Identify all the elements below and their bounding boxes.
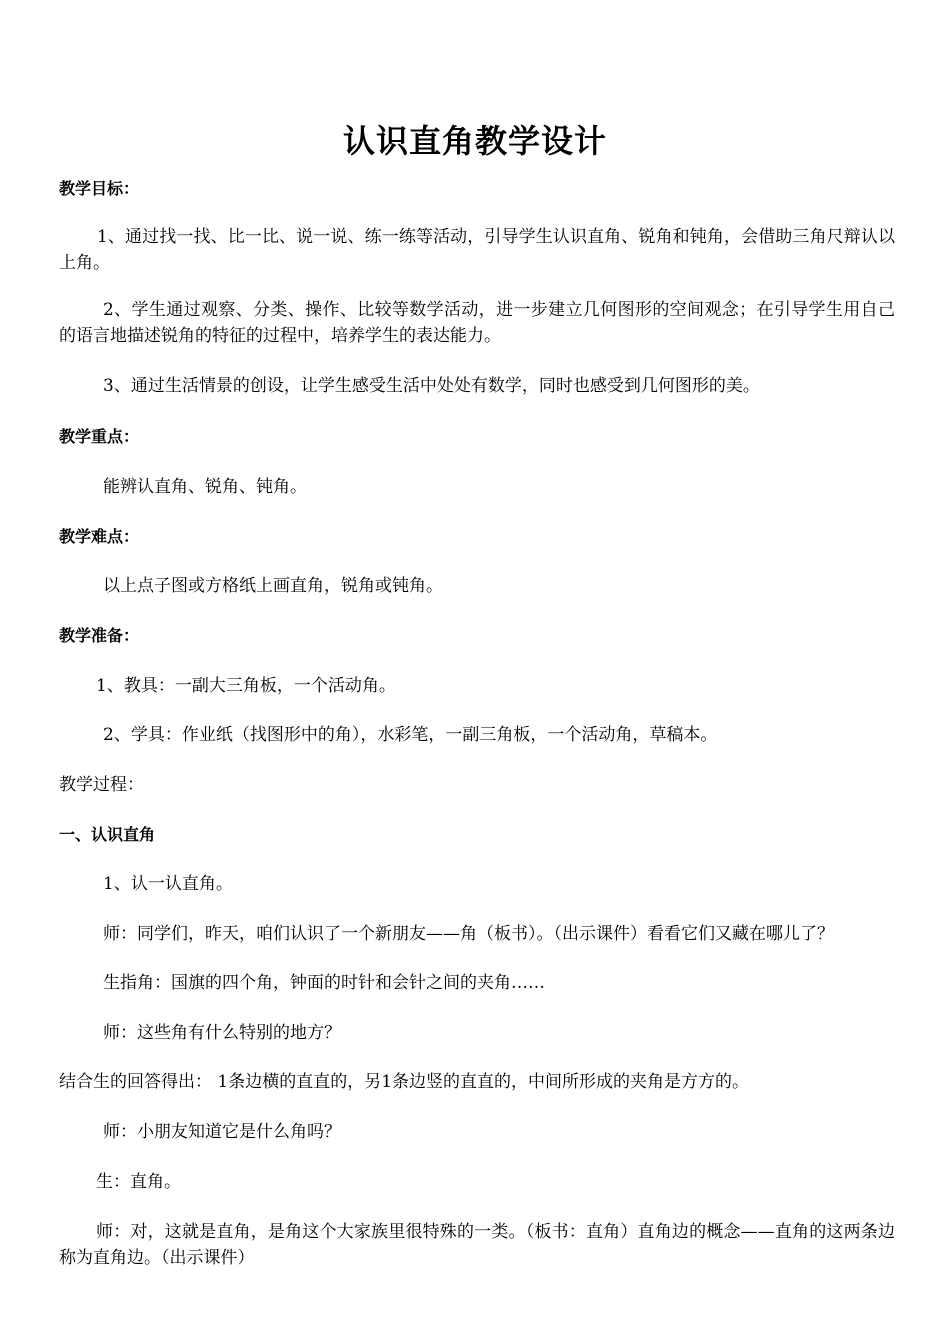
process-line-6: 师：小朋友知道它是什么角吗？ bbox=[103, 1122, 341, 1142]
section-title: 一、认识直角 bbox=[59, 825, 156, 844]
process-line-4: 师：这些角有什么特别的地方？ bbox=[103, 1023, 341, 1043]
process-line-2: 师：同学们，昨天，咱们认识了一个新朋友——角（板书）。（出示课件）看看它们又藏在哪儿了？ bbox=[103, 924, 834, 944]
objective-item-3: 3、通过生活情景的创设，让学生感受生活中处处有数学，同时也感受到几何图形的美。 bbox=[103, 376, 760, 396]
key-point-text: 能辨认直角、锐角、钝角。 bbox=[103, 477, 307, 497]
difficulty-text: 以上点子图或方格纸上画直角，锐角或钝角。 bbox=[103, 576, 443, 596]
preparation-item-2: 2、学具：作业纸（找图形中的角），水彩笔，一副三角板，一个活动角，草稿本。 bbox=[103, 725, 718, 745]
document-title: 认识直角教学设计 bbox=[342, 122, 607, 160]
process-line-7: 生：直角。 bbox=[96, 1172, 181, 1192]
process-line-1: 1、认一认直角。 bbox=[103, 874, 233, 894]
objective-item-2: 2、学生通过观察、分类、操作、比较等数学活动，进一步建立几何图形的空间观念；在引导学生用自己的语言地描述锐角的特征的过程中，培养学生的表达能力。 bbox=[59, 300, 895, 346]
objectives-heading: 教学目标： bbox=[59, 179, 140, 198]
preparation-item-1: 1、教具：一副大三角板，一个活动角。 bbox=[96, 676, 396, 696]
objective-item-1: 1、通过找一找、比一比、说一说、练一练等活动，引导学生认识直角、锐角和钝角，会借助三角尺辩认以上角。 bbox=[59, 227, 895, 273]
preparation-heading: 教学准备： bbox=[59, 626, 140, 645]
process-line-5: 结合生的回答得出： 1条边横的直直的，另1条边竖的直直的，中间所形成的夹角是方方的。 bbox=[59, 1072, 750, 1092]
process-line-3: 生指角：国旗的四个角，钟面的时针和会针之间的夹角…… bbox=[103, 973, 545, 993]
process-line-8: 师：对，这就是直角，是角这个大家族里很特殊的一类。（板书：直角）直角边的概念——直角的这两条边称为直角边。（出示课件） bbox=[59, 1222, 895, 1268]
key-point-heading: 教学重点： bbox=[59, 427, 140, 446]
process-heading: 教学过程： bbox=[59, 775, 144, 795]
difficulty-heading: 教学难点： bbox=[59, 527, 140, 546]
